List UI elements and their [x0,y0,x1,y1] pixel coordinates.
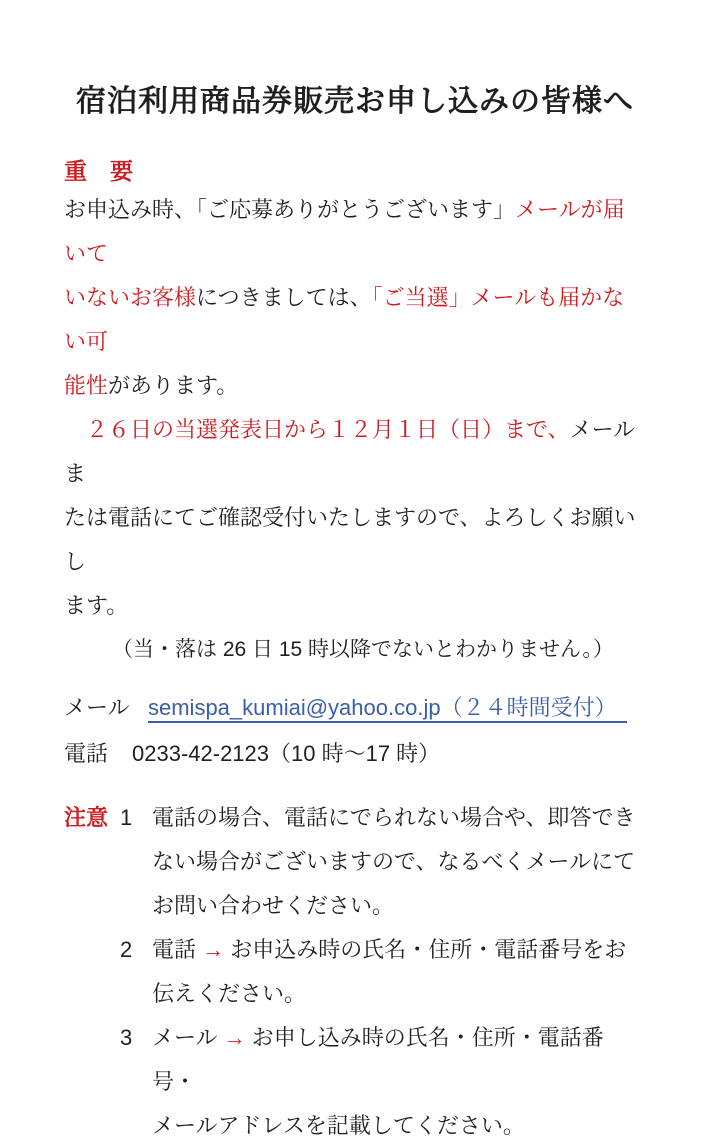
notes-list [120,796,646,1148]
contact-block [64,685,646,777]
text-segment: 能性 [64,373,109,398]
text-segment: ます。 [64,593,129,618]
note-item [120,1016,646,1148]
page-title: 宿泊利用商品券販売お申し込みの皆様へ [76,85,634,118]
text-segment: 電話の場合、電話にでられない場合や、即答でき [152,805,636,830]
result-availability-note: （当・落は 26 日 15 時以降でないとわかりません。） [112,638,614,661]
text-segment: があります。 [108,373,239,398]
text-line [152,1104,646,1148]
text-segment: お申し込み時の氏名・住所・電話番号・ [152,1025,604,1094]
email-label: メール [64,695,130,720]
text-line [152,972,646,1016]
text-segment: 伝えください。 [152,981,307,1006]
text-segment: お申込み時、「ご応募ありがとうございます」 [64,197,516,222]
text-line [64,276,646,364]
text-segment: ない場合がございますので、なるべくメールにて [152,849,636,874]
text-line [64,364,646,408]
text-segment: いないお客様 [64,285,197,310]
text-line [152,1016,646,1104]
note-item [120,796,646,928]
text-line [64,584,646,628]
note-item-body [152,796,646,928]
note-item [120,928,646,1016]
text-segment: 「ご当選」メールも届かない可 [64,285,625,354]
phone-value: 0233-42-2123（10 時～17 時） [132,741,441,766]
text-segment: 電話 [152,937,203,962]
text-segment: お問い合わせください。 [152,893,395,918]
text-segment: ２６日の当選発表日から１２月１日（日）まで、 [64,417,570,442]
text-line [152,796,646,840]
note-item-number: 2 [120,937,133,962]
note-item-number: 1 [120,805,133,830]
text-segment: → [223,1025,246,1050]
email-link[interactable]: semispa_kumiai@yahoo.co.jp（２４時間受付） [148,695,627,723]
phone-label: 電話 [64,741,109,766]
note-item-body [152,928,646,1016]
paragraph-mail-warning [64,188,646,408]
notes-section [64,796,646,1148]
text-segment: メールが届いて [64,197,625,266]
email-row [64,685,646,731]
text-segment: → [202,937,225,962]
note-item-number: 3 [120,1025,133,1050]
text-line [152,928,646,972]
text-line [64,496,646,584]
text-line [64,408,646,496]
text-line [152,840,646,884]
notes-label: 注意 [64,805,109,830]
important-label: 重 要 [64,158,133,184]
text-segment: メールま [64,417,636,486]
text-line [64,188,646,276]
paragraph-deadline [64,408,646,628]
text-segment: たは電話にてご確認受付いたしますので、よろしくお願いし [64,505,636,574]
phone-row [64,731,646,777]
note-item-body [152,1016,646,1148]
text-segment: メールアドレスを記載してください。 [152,1113,525,1138]
text-segment: お申込み時の氏名・住所・電話番号をお [224,937,627,962]
text-segment: につきましては、 [196,285,372,310]
text-line [152,884,646,928]
text-segment: メール [152,1025,224,1050]
